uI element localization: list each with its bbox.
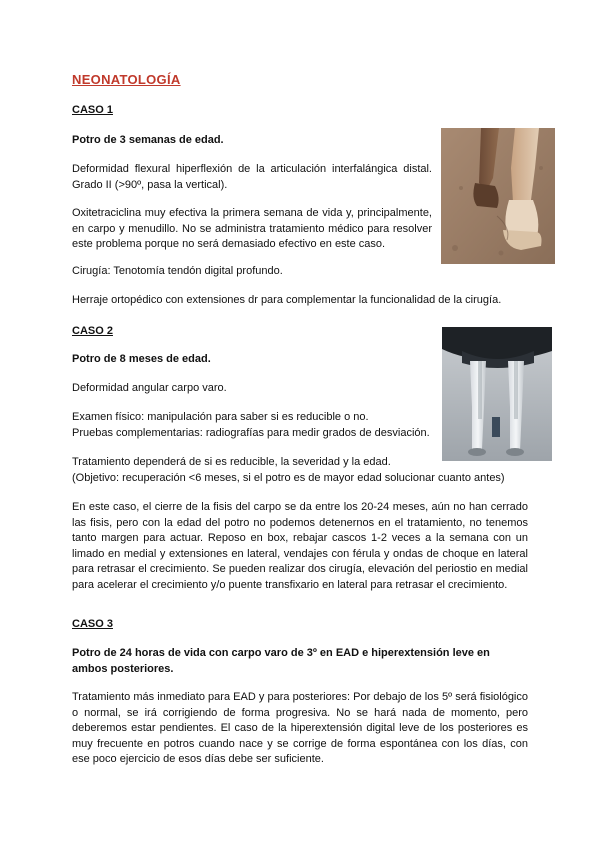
caso2-paragraph-2a: Examen físico: manipulación para saber si es reducible o no. — [72, 411, 369, 423]
caso3-paragraph-1: Tratamiento más inmediato para EAD y para posteriores: Por debajo de los 5º será fisiológico o normal, se irá corrigiendo de forma progresiva. No se hará nada de momento, pero deberemos estar pendientes. El caso de la hiperextensión digital leve de los posteriores es muy frecuente en potros cuando nace y se corrige de forma espontánea con los días, con ese poco ejercicio de esos días debe ser suficiente. — [72, 691, 528, 765]
caso1-heading: CASO 1 — [72, 104, 113, 116]
caso1-paragraph-2: Oxitetraciclina muy efectiva la primera semana de vida y, principalmente, en carpo y menudillo. No se administra tratamiento médico para resolver este problema porque no será demasiado efectivo en este caso. — [72, 207, 432, 250]
caso2-paragraph-3a: Tratamiento dependerá de si es reducible, la severidad y la edad. — [72, 456, 391, 468]
caso2-paragraph-1: Deformidad angular carpo varo. — [72, 382, 227, 394]
caso1-paragraph-4: Herraje ortopédico con extensiones dr para complementar la funcionalidad de la cirugía. — [72, 294, 502, 306]
caso1-paragraph-3: Cirugía: Tenotomía tendón digital profundo. — [72, 265, 283, 277]
caso1-subtitle: Potro de 3 semanas de edad. — [72, 134, 224, 146]
caso1-paragraph-1: Deformidad flexural hiperflexión de la articulación interfalángica distal. Grado II (>90º, pasa la vertical). — [72, 163, 432, 191]
caso2-paragraph-4: En este caso, el cierre de la fisis del carpo se da entre los 20-24 meses, aún no han cerrado las fisis, pero con la edad del potro no podemos detenernos en el tratamiento, no tenemos tanto margen para actuar. Reposo en box, rebajar cascos 1-2 veces a la semana con un limado en medial y extensiones en lateral, vendajes con férula y ondas de choque en lateral para retrasar el crecimiento. Se pueden realizar dos cirugía, elevación del periostio en medial para acelerar el crecimiento y/o puente transfixario en lateral para retrasar el crecimiento. — [72, 501, 528, 591]
foal-forelimbs-photo — [442, 327, 552, 461]
caso2-subtitle: Potro de 8 meses de edad. — [72, 353, 211, 365]
caso2-heading: CASO 2 — [72, 325, 113, 337]
caso2-paragraph-2b: Pruebas complementarias: radiografías para medir grados de desviación. — [72, 426, 430, 439]
page-title: NEONATOLOGÍA — [72, 72, 181, 87]
caso3-heading: CASO 3 — [72, 618, 113, 630]
caso3-subtitle: Potro de 24 horas de vida con carpo varo de 3º en EAD e hiperextensión leve en ambos posteriores. — [72, 647, 490, 675]
caso2-paragraph-3b: (Objetivo: recuperación <6 meses, si el potro es de mayor edad solucionar cuanto antes) — [72, 471, 505, 484]
foal-hoof-photo — [441, 128, 555, 264]
